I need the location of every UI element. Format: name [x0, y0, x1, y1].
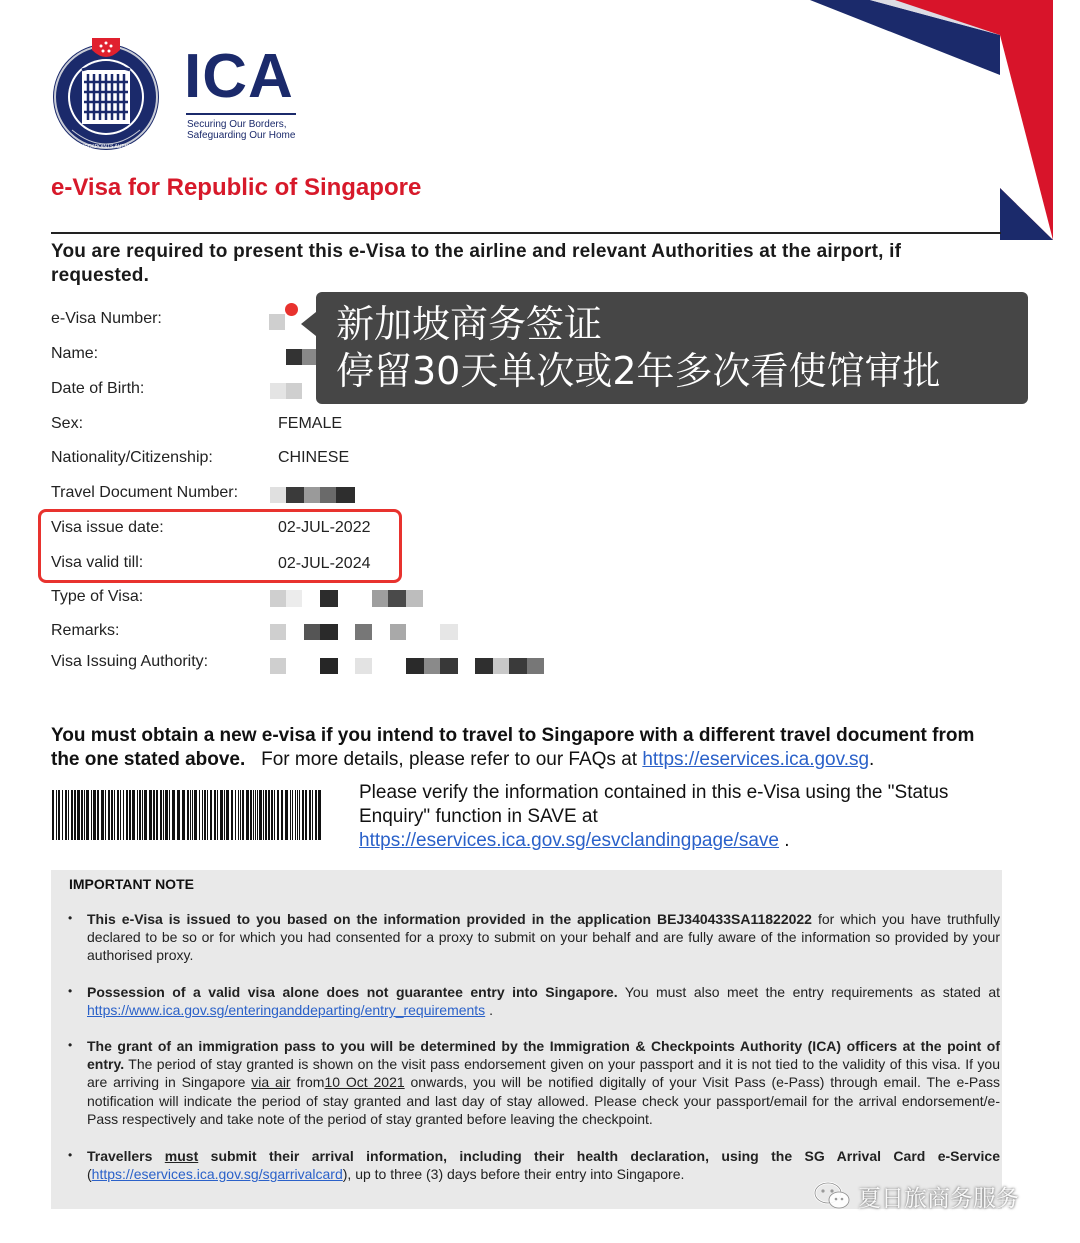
note3-rest3: onwards, you will be notified digitally of your Visit Pass (e-Pass) through email. The e-Pass notification will indicate the period of stay granted and last day of stay allowed. Please check your passport/email for the arrival endorsement/e-Pass respectively and take note of the period of stay granted before leaving the checkpoint.	[87, 1074, 1001, 1127]
field-value-sex: FEMALE	[278, 415, 343, 432]
verify-text: Please verify the information contained in this e-Visa using the "Status Enquiry" function in SAVE at	[359, 782, 949, 827]
note-item-2	[87, 983, 1000, 1019]
faq-end: .	[869, 749, 875, 770]
field-label-visa-valid-till: Visa valid till:	[51, 554, 144, 571]
overlay-line1: 新加坡商务签证	[336, 302, 603, 346]
note4-open-paren: (	[87, 1166, 92, 1183]
title-divider	[51, 232, 1001, 234]
field-value-nationality: CHINESE	[278, 449, 350, 466]
tagline-line1: Securing Our Borders,	[187, 119, 287, 130]
entry-requirements-link[interactable]: https://www.ica.gov.sg/enteringanddeparting/entry_requirements	[87, 1002, 486, 1019]
overlay-pointer	[301, 312, 316, 336]
ica-wordmark-rule	[186, 113, 296, 115]
verify-notice	[359, 781, 999, 853]
note2-rest: You must also meet the entry requirements as stated at	[624, 984, 1001, 1000]
ica-seal-logo	[37, 34, 175, 156]
validity-dates-highlight-box	[38, 509, 402, 583]
field-label-remarks: Remarks:	[51, 622, 120, 639]
field-label-date-of-birth: Date of Birth:	[51, 380, 145, 397]
document-title: e-Visa for Republic of Singapore	[51, 174, 422, 201]
overlay-line2: 停留30天单次或2年多次看使馆审批	[336, 349, 941, 393]
save-link[interactable]: https://eservices.ica.gov.sg/esvclandingpage/save	[359, 830, 779, 851]
note-item-3	[87, 1037, 1000, 1128]
note4-rest: ), up to three (3) days before their entry into Singapore.	[342, 1166, 685, 1183]
field-label-visa-issue-date: Visa issue date:	[51, 519, 164, 536]
note2-end: .	[489, 1002, 493, 1019]
field-label-sex: Sex:	[51, 415, 84, 432]
bullet-icon: •	[68, 1038, 73, 1052]
note-item-1	[87, 910, 1000, 965]
new-evisa-notice-bold: You must obtain a new e-visa if you intend to travel to Singapore with a different travel document from the one stated above.	[51, 725, 975, 770]
field-label-nationality: Nationality/Citizenship:	[51, 449, 213, 466]
note3-rest1: The period of stay granted is shown on the visit pass endorsement given on your passport and it is not tied to the validity of this visa. If you are arriving in Singapore	[87, 1056, 1000, 1091]
field-label-name: Name:	[51, 345, 99, 362]
wechat-icon	[812, 1180, 852, 1212]
faq-text: For more details, please refer to our FAQs at	[261, 749, 638, 770]
field-label-evisa-number: e-Visa Number:	[51, 310, 162, 327]
caption-overlay	[316, 292, 1028, 404]
corner-ribbon-decoration	[800, 0, 1080, 250]
bullet-icon: •	[68, 911, 73, 925]
note4-bold1: Travellers	[87, 1148, 153, 1164]
ica-tagline	[187, 119, 317, 141]
field-label-travel-document-number: Travel Document Number:	[51, 484, 239, 501]
wechat-watermark	[812, 1178, 1019, 1214]
note4-bold2: submit their arrival information, including their health declaration, using the SG Arrival Card e-Service	[210, 1148, 1000, 1164]
field-label-type-of-visa: Type of Visa:	[51, 588, 144, 605]
note2-bold: Possession of a valid visa alone does not guarantee entry into Singapore.	[87, 984, 618, 1000]
field-value-visa-issue-date: 02-JUL-2022	[278, 519, 371, 536]
new-evisa-notice	[51, 724, 1001, 772]
watermark-text: 夏日旅商务服务	[858, 1185, 1019, 1212]
bullet-icon: •	[68, 1148, 73, 1162]
note3-bold: The grant of an immigration pass to you will be determined by the Immigration & Checkpoints Authority (ICA) officers at the point of entry.	[87, 1038, 1000, 1073]
note4-must: must	[164, 1148, 199, 1164]
bullet-icon: •	[68, 984, 73, 998]
note1-rest: for which you have truthfully declared to be so or for which you had consented for a proxy to submit on your behalf and are fully aware of the information so provided by your authorised proxy.	[87, 911, 1001, 964]
sg-arrival-card-link[interactable]: https://eservices.ica.gov.sg/sgarrivalcard	[91, 1166, 343, 1183]
field-label-visa-issuing-authority: Visa Issuing Authority:	[51, 653, 209, 670]
present-evisa-notice: You are required to present this e-Visa to the airline and relevant Authorities at the airport, if requested.	[51, 241, 902, 286]
seal-text: IMMIGRATION & CHECKPOINTS AUTHORITY SINGAPORE	[37, 144, 175, 150]
ica-wordmark: ICA	[184, 42, 294, 111]
annotation-dot	[285, 303, 298, 316]
faq-link[interactable]: https://eservices.ica.gov.sg	[642, 749, 870, 770]
important-note-box	[51, 870, 1002, 1209]
field-value-visa-valid-till: 02-JUL-2024	[278, 555, 371, 572]
verify-end: .	[784, 830, 790, 851]
important-note-title: IMPORTANT NOTE	[69, 876, 194, 892]
note3-date: 10 Oct 2021	[324, 1074, 405, 1091]
barcode	[52, 790, 324, 840]
tagline-line2: Safeguarding Our Home	[187, 130, 296, 141]
note1-bold: This e-Visa is issued to you based on the information provided in the application BEJ340433SA11822022	[87, 911, 812, 927]
note3-via-air: via air	[251, 1074, 291, 1091]
note3-rest2: from	[296, 1074, 325, 1091]
